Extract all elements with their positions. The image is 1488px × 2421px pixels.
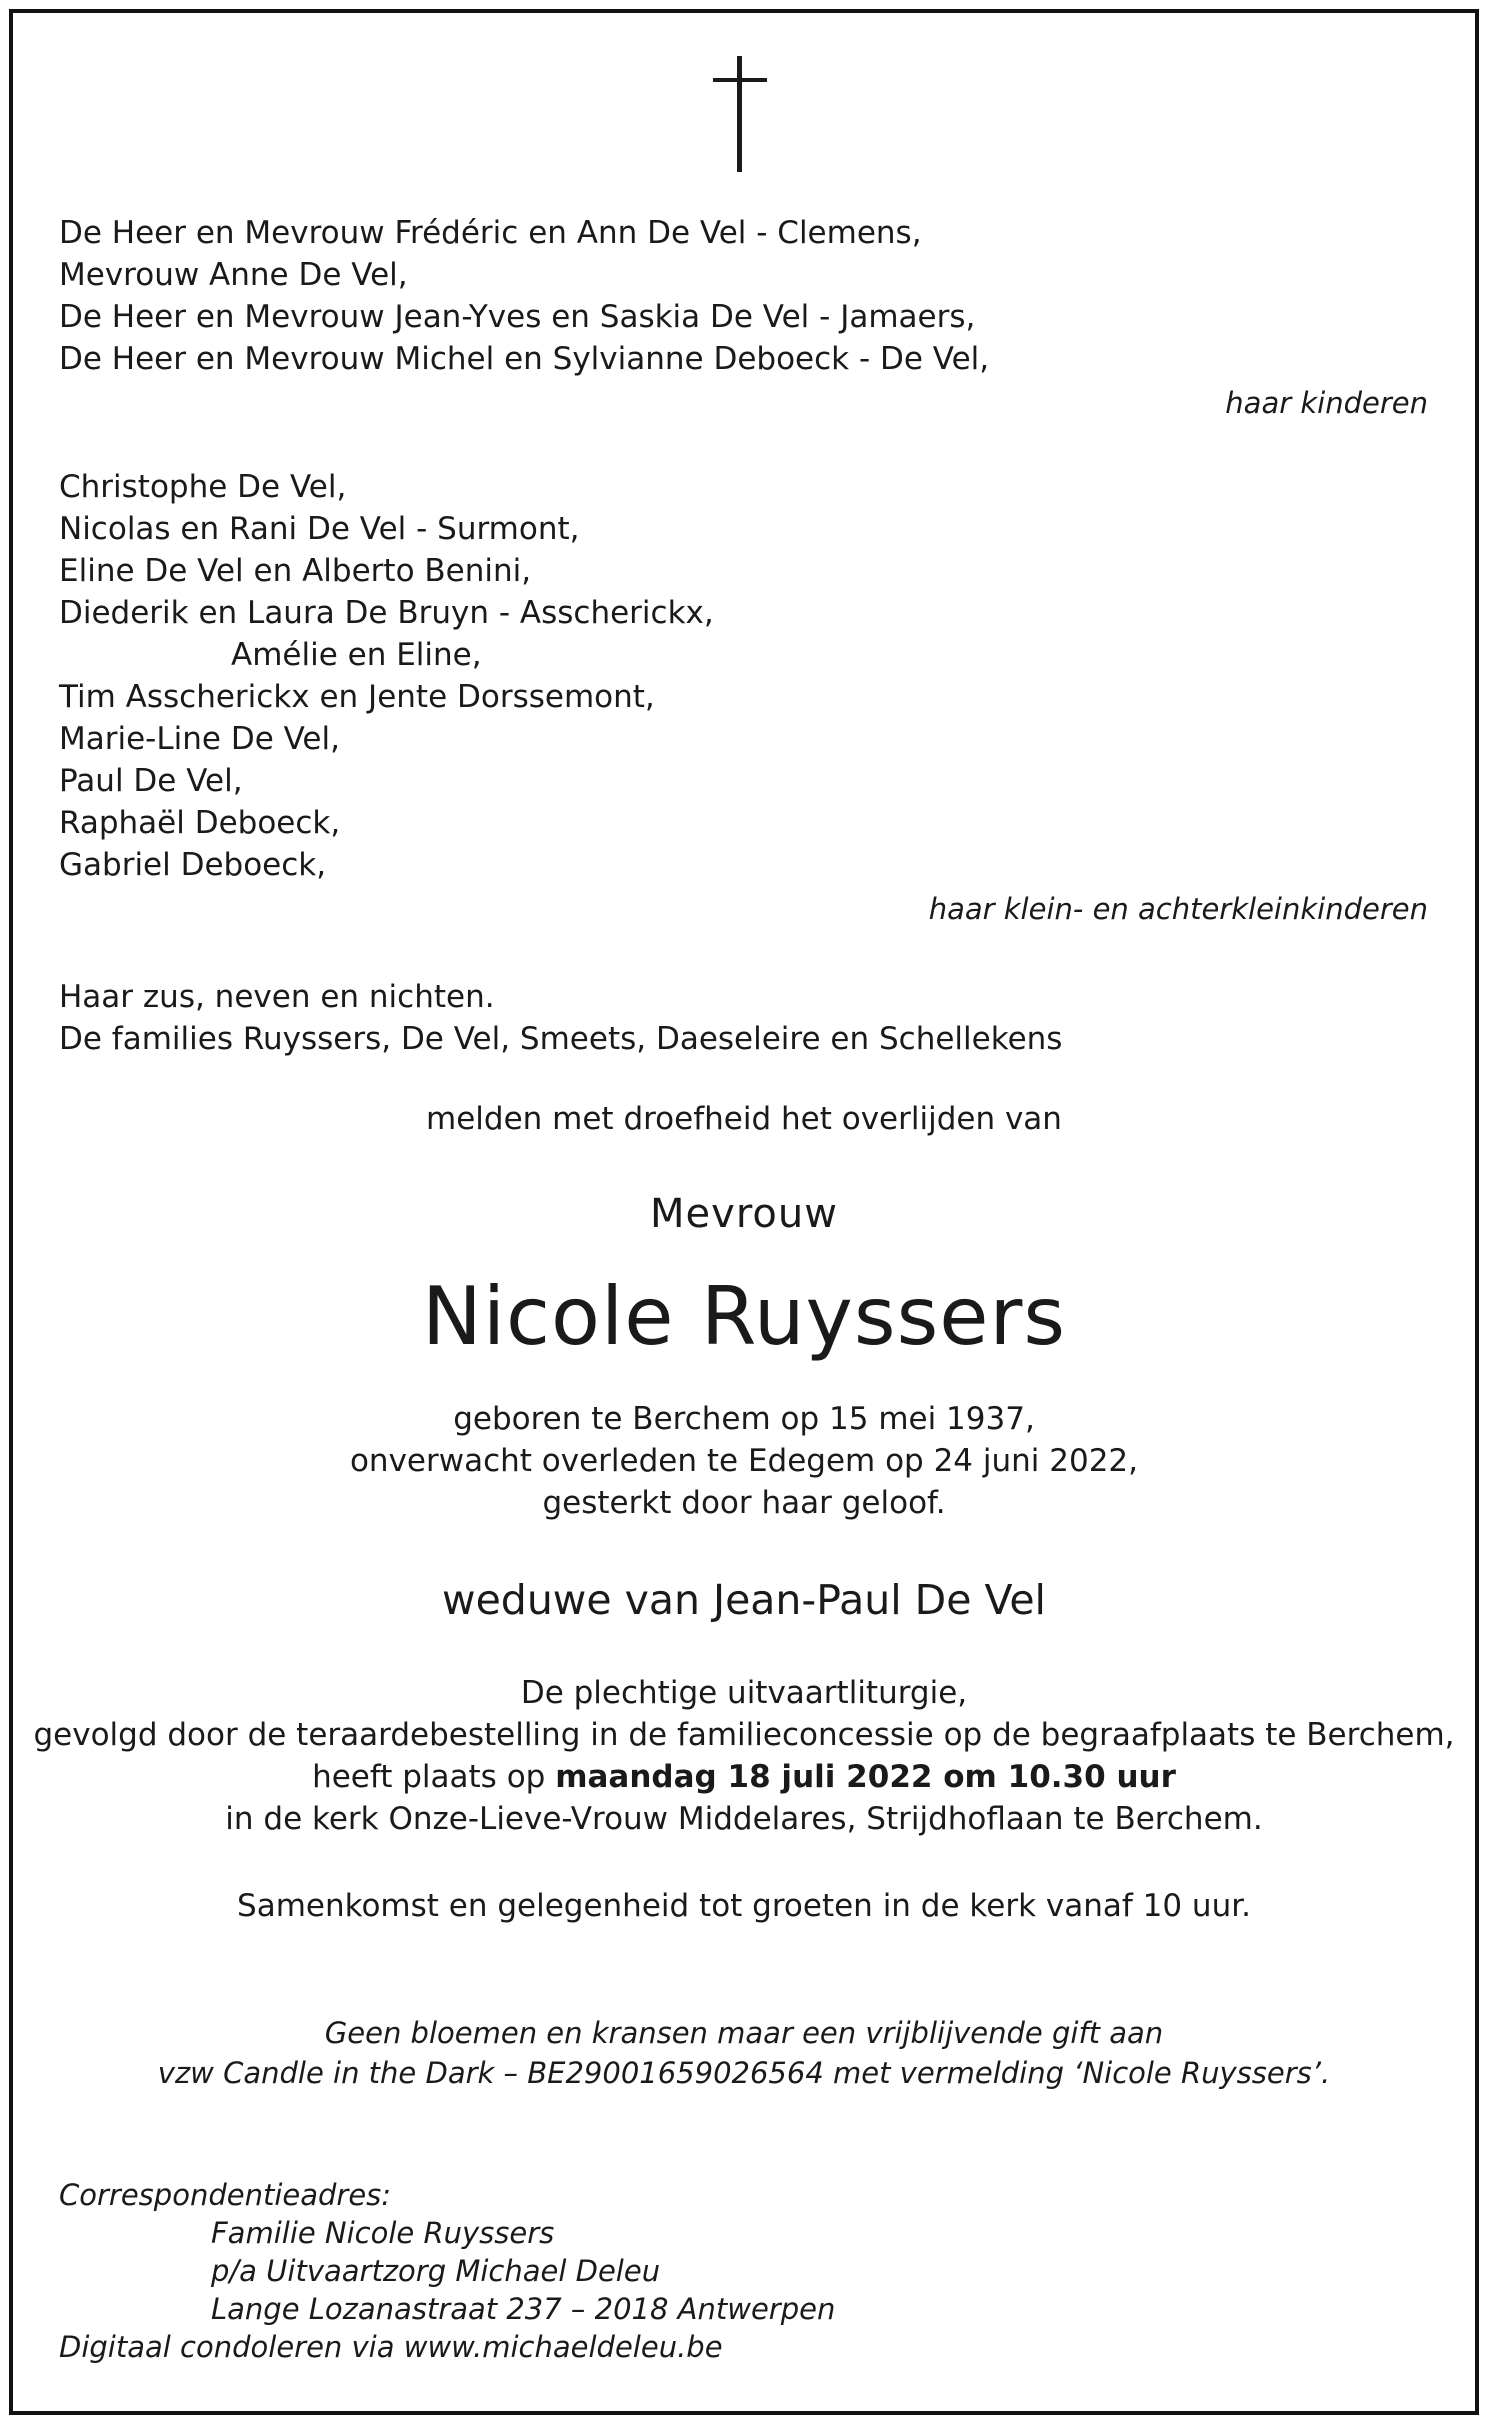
grandchildren-role: haar klein- en achterkleinkinderen <box>928 892 1428 926</box>
children-list <box>59 212 989 380</box>
funeral-date-line <box>0 1756 1488 1798</box>
correspondence <box>59 2176 835 2366</box>
list-item: De Heer en Mevrouw Frédéric en Ann De Vel - Clemens, <box>59 215 922 251</box>
list-item: Diederik en Laura De Bruyn - Asscherickx, <box>59 595 714 631</box>
cross-icon <box>713 56 767 172</box>
address-line: p/a Uitvaartzorg Michael Deleu <box>211 2254 661 2288</box>
funeral-details <box>0 1672 1488 1840</box>
list-item: De families Ruyssers, De Vel, Smeets, Daeseleire en Schellekens <box>59 1021 1063 1057</box>
gift-line: Geen bloemen en kransen maar een vrijblijvende gift aan <box>324 2016 1164 2050</box>
list-item: Amélie en Eline, <box>231 637 482 673</box>
list-item: Mevrouw Anne De Vel, <box>59 257 408 293</box>
children-role: haar kinderen <box>1225 386 1428 420</box>
announcement: melden met droefheid het overlijden van <box>426 1101 1062 1137</box>
address-line: Lange Lozanastraat 237 – 2018 Antwerpen <box>211 2292 836 2326</box>
deceased-name: Nicole Ruyssers <box>421 1270 1067 1363</box>
list-item: Gabriel Deboeck, <box>59 847 327 883</box>
salutation: Mevrouw <box>650 1191 838 1237</box>
life-line: geboren te Berchem op 15 mei 1937, <box>453 1401 1035 1437</box>
list-item: De Heer en Mevrouw Jean-Yves en Saskia De Vel - Jamaers, <box>59 299 976 335</box>
funeral-date-prefix: heeft plaats op <box>312 1759 556 1795</box>
list-item: Haar zus, neven en nichten. <box>59 979 495 1015</box>
family-list <box>59 976 1062 1060</box>
list-item: Marie-Line De Vel, <box>59 721 340 757</box>
life-line: onverwacht overleden te Edegem op 24 juni 2022, <box>349 1443 1139 1479</box>
list-item: Eline De Vel en Alberto Benini, <box>59 553 532 589</box>
widow-of: weduwe van Jean-Paul De Vel <box>442 1576 1046 1624</box>
list-item: Raphaël Deboeck, <box>59 805 341 841</box>
address-line: Familie Nicole Ruyssers <box>211 2216 555 2250</box>
funeral-line: De plechtige uitvaartliturgie, <box>520 1675 968 1711</box>
grandchildren-list <box>59 466 714 886</box>
funeral-line: in de kerk Onze-Lieve-Vrouw Middelares, Strijdhoflaan te Berchem. <box>225 1801 1263 1837</box>
funeral-date: maandag 18 juli 2022 om 10.30 uur <box>555 1759 1176 1795</box>
list-item: Nicolas en Rani De Vel - Surmont, <box>59 511 580 547</box>
list-item: Paul De Vel, <box>59 763 243 799</box>
gift-info <box>0 2013 1488 2093</box>
correspondence-label: Correspondentieadres: <box>59 2178 392 2212</box>
gathering-info: Samenkomst en gelegenheid tot groeten in de kerk vanaf 10 uur. <box>237 1888 1251 1924</box>
gift-line: vzw Candle in the Dark – BE29001659026564 met vermelding ‘Nicole Ruyssers’. <box>157 2056 1331 2090</box>
condolence-link[interactable]: Digitaal condoleren via www.michaeldeleu.be <box>59 2330 723 2364</box>
list-item: Christophe De Vel, <box>59 469 347 505</box>
life-line: gesterkt door haar geloof. <box>542 1485 946 1521</box>
list-item: De Heer en Mevrouw Michel en Sylvianne Deboeck - De Vel, <box>59 341 990 377</box>
funeral-line: gevolgd door de teraardebestelling in de familieconcessie op de begraafplaats te Berchem, <box>33 1717 1455 1753</box>
list-item: Tim Asscherickx en Jente Dorssemont, <box>59 679 655 715</box>
life-details <box>0 1398 1488 1524</box>
